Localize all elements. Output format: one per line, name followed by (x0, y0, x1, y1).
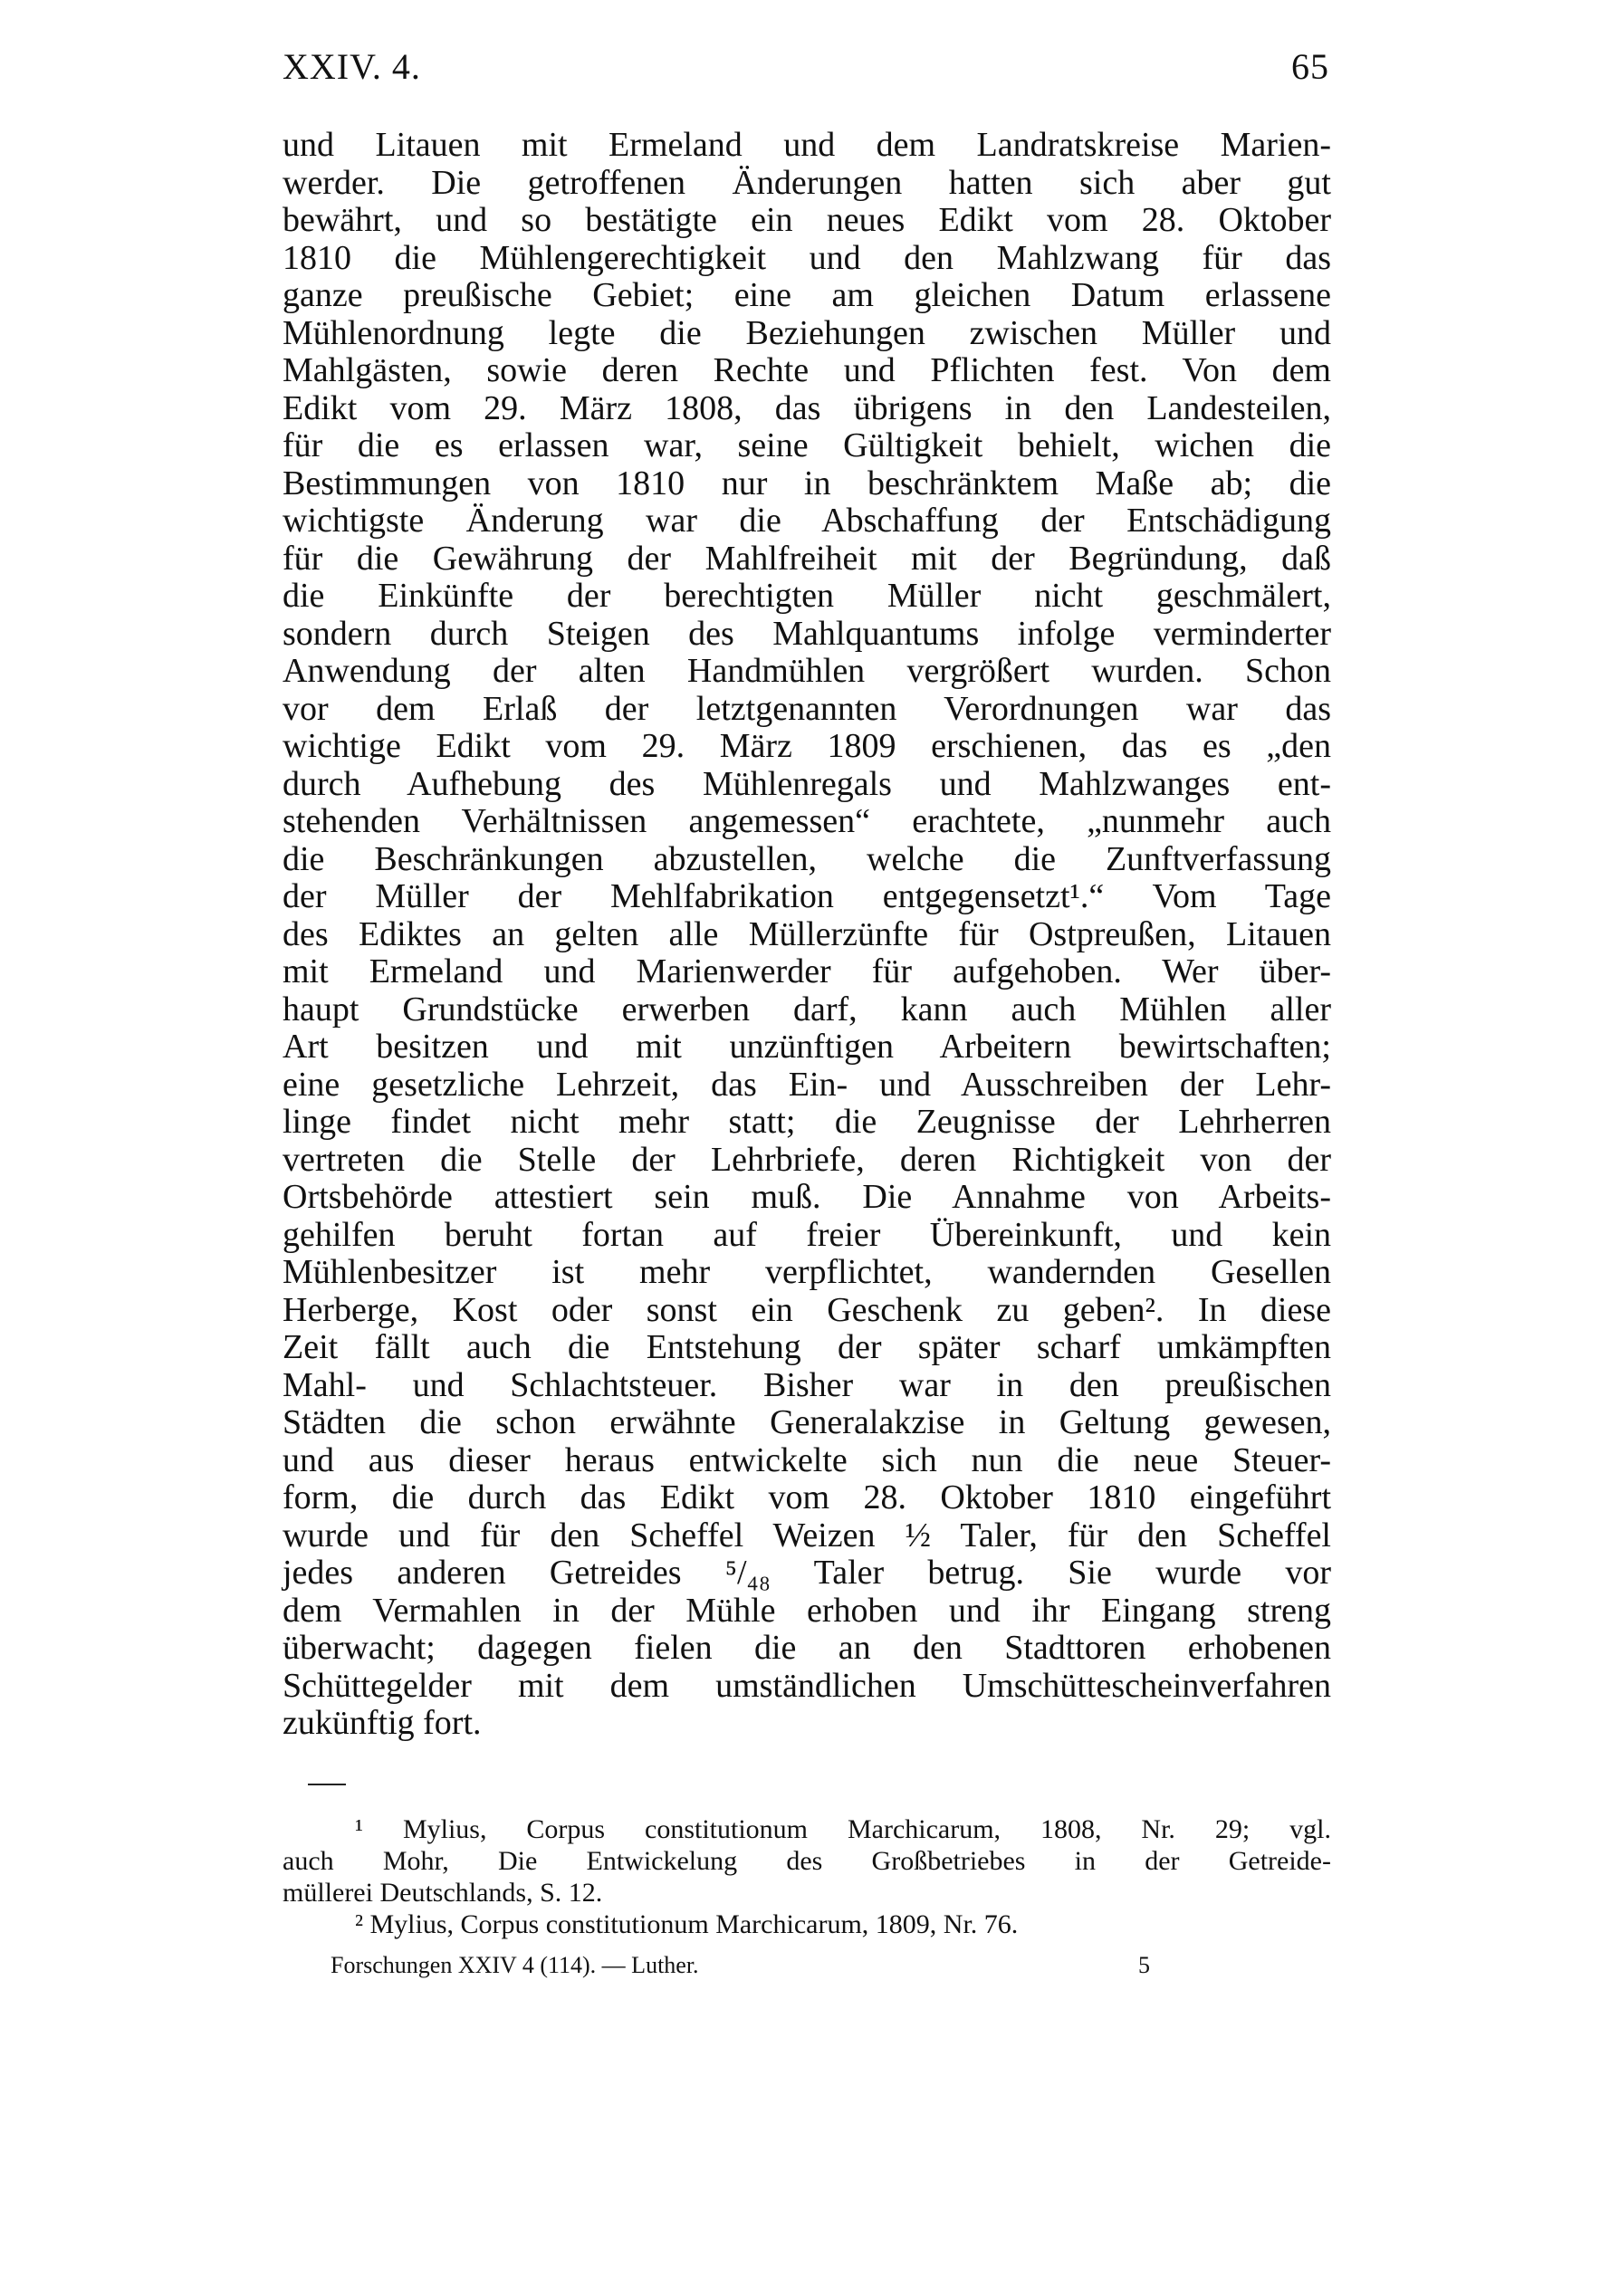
footnote-1-line-2: auch Mohr, Die Entwickelung des Großbetriebes in der Getreide- (283, 1846, 1331, 1876)
footnote-2: ² Mylius, Corpus constitutionum Marchicarum, 1809, Nr. 76. (355, 1909, 1019, 1939)
text-line: linge findet nicht mehr statt; die Zeugnisse der Lehrherren (283, 1103, 1331, 1141)
signature-line: Forschungen XXIV 4 (114). — Luther. (331, 1952, 699, 1978)
text-line: durch Aufhebung des Mühlenregals und Mahlzwanges ent- (283, 764, 1331, 803)
text-line: ganze preußische Gebiet; eine am gleichen Datum erlassene (283, 276, 1331, 314)
footnote-1-line-3: müllerei Deutschlands, S. 12. (283, 1878, 603, 1908)
text-line: Edikt vom 29. März 1808, das übrigens in den Landesteilen, (283, 388, 1331, 427)
text-line: form, die durch das Edikt vom 28. Oktober 1810 eingeführt (283, 1478, 1331, 1516)
text-line: jedes anderen Getreides ⁵/₄₈ Taler betrug. Sie wurde vor (283, 1554, 1331, 1592)
text-line: vertreten die Stelle der Lehrbriefe, deren Richtigkeit von der (283, 1140, 1331, 1179)
text-line: die Beschränkungen abzustellen, welche die Zunftverfassung (283, 839, 1331, 878)
text-line: Art besitzen und mit unzünftigen Arbeitern bewirtschaften; (283, 1028, 1331, 1066)
body-text (283, 127, 1331, 1743)
footnote-rule (308, 1784, 346, 1785)
text-line: wichtigste Änderung war die Abschaffung der Entschädigung (283, 502, 1331, 540)
text-line: Mahl- und Schlachtsteuer. Bisher war in den preußischen (283, 1365, 1331, 1404)
text-line: für die Gewährung der Mahlfreiheit mit der Begründung, daß (283, 539, 1331, 578)
text-line: Bestimmungen von 1810 nur in beschränktem Maße ab; die (283, 464, 1331, 502)
text-line: 1810 die Mühlengerechtigkeit und den Mahlzwang für das (283, 238, 1331, 277)
page-number: 65 (1291, 46, 1329, 87)
text-line: dem Vermahlen in der Mühle erhoben und ihr Eingang streng (283, 1591, 1331, 1630)
text-line: gehilfen beruht fortan auf freier Übereinkunft, und kein (283, 1215, 1331, 1254)
text-line: haupt Grundstücke erwerben darf, kann auch Mühlen aller (283, 990, 1331, 1028)
text-line: Mühlenbesitzer ist mehr verpflichtet, wandernden Gesellen (283, 1253, 1331, 1291)
text-line: sondern durch Steigen des Mahlquantums infolge verminderter (283, 614, 1331, 653)
text-line: Herberge, Kost oder sonst ein Geschenk zu geben². In diese (283, 1290, 1331, 1329)
signature-mark: 5 (1138, 1952, 1150, 1978)
text-line: und Litauen mit Ermeland und dem Landratskreise Marien- (283, 126, 1331, 164)
text-line: wurde und für den Scheffel Weizen ½ Taler, für den Scheffel (283, 1516, 1331, 1555)
text-line: mit Ermeland und Marienwerder für aufgehoben. Wer über- (283, 952, 1331, 990)
text-line: zukünftig fort. (283, 1704, 482, 1742)
text-line: bewährt, und so bestätigte ein neues Edikt vom 28. Oktober (283, 201, 1331, 239)
footnote-1-line-1: ¹ Mylius, Corpus constitutionum Marchicarum, 1808, Nr. 29; vgl. (355, 1814, 1331, 1844)
text-line: stehenden Verhältnissen angemessen“ erachtete, „nunmehr auch (283, 802, 1331, 840)
text-line: werder. Die getroffenen Änderungen hatten sich aber gut (283, 163, 1331, 202)
text-line: überwacht; dagegen fielen die an den Stadttoren erhobenen (283, 1629, 1331, 1667)
text-line: Städten die schon erwähnte Generalakzise in Geltung gewesen, (283, 1403, 1331, 1441)
running-head: XXIV. 4. (283, 46, 421, 87)
text-line: die Einkünfte der berechtigten Müller nicht geschmälert, (283, 577, 1331, 615)
text-line: Zeit fällt auch die Entstehung der später scharf umkämpften (283, 1328, 1331, 1366)
text-line: des Ediktes an gelten alle Müllerzünfte für Ostpreußen, Litauen (283, 914, 1331, 953)
text-line: für die es erlassen war, seine Gültigkeit behielt, wichen die (283, 426, 1331, 464)
text-line: vor dem Erlaß der letztgenannten Verordnungen war das (283, 689, 1331, 728)
text-line: Anwendung der alten Handmühlen vergrößert wurden. Schon (283, 652, 1331, 690)
text-line: Mühlenordnung legte die Beziehungen zwischen Müller und (283, 313, 1331, 352)
text-line: Schüttegelder mit dem umständlichen Umschüttescheinverfahren (283, 1666, 1331, 1705)
text-line: der Müller der Mehlfabrikation entgegensetzt¹.“ Vom Tage (283, 877, 1331, 915)
text-line: wichtige Edikt vom 29. März 1809 erschienen, das es „den (283, 727, 1331, 765)
text-line: eine gesetzliche Lehrzeit, das Ein- und Ausschreiben der Lehr- (283, 1065, 1331, 1104)
text-line: Mahlgästen, sowie deren Rechte und Pflichten fest. Von dem (283, 351, 1331, 389)
text-line: Ortsbehörde attestiert sein muß. Die Annahme von Arbeits- (283, 1178, 1331, 1216)
footnotes (283, 1813, 1331, 1940)
text-line: und aus dieser heraus entwickelte sich nun die neue Steuer- (283, 1440, 1331, 1479)
